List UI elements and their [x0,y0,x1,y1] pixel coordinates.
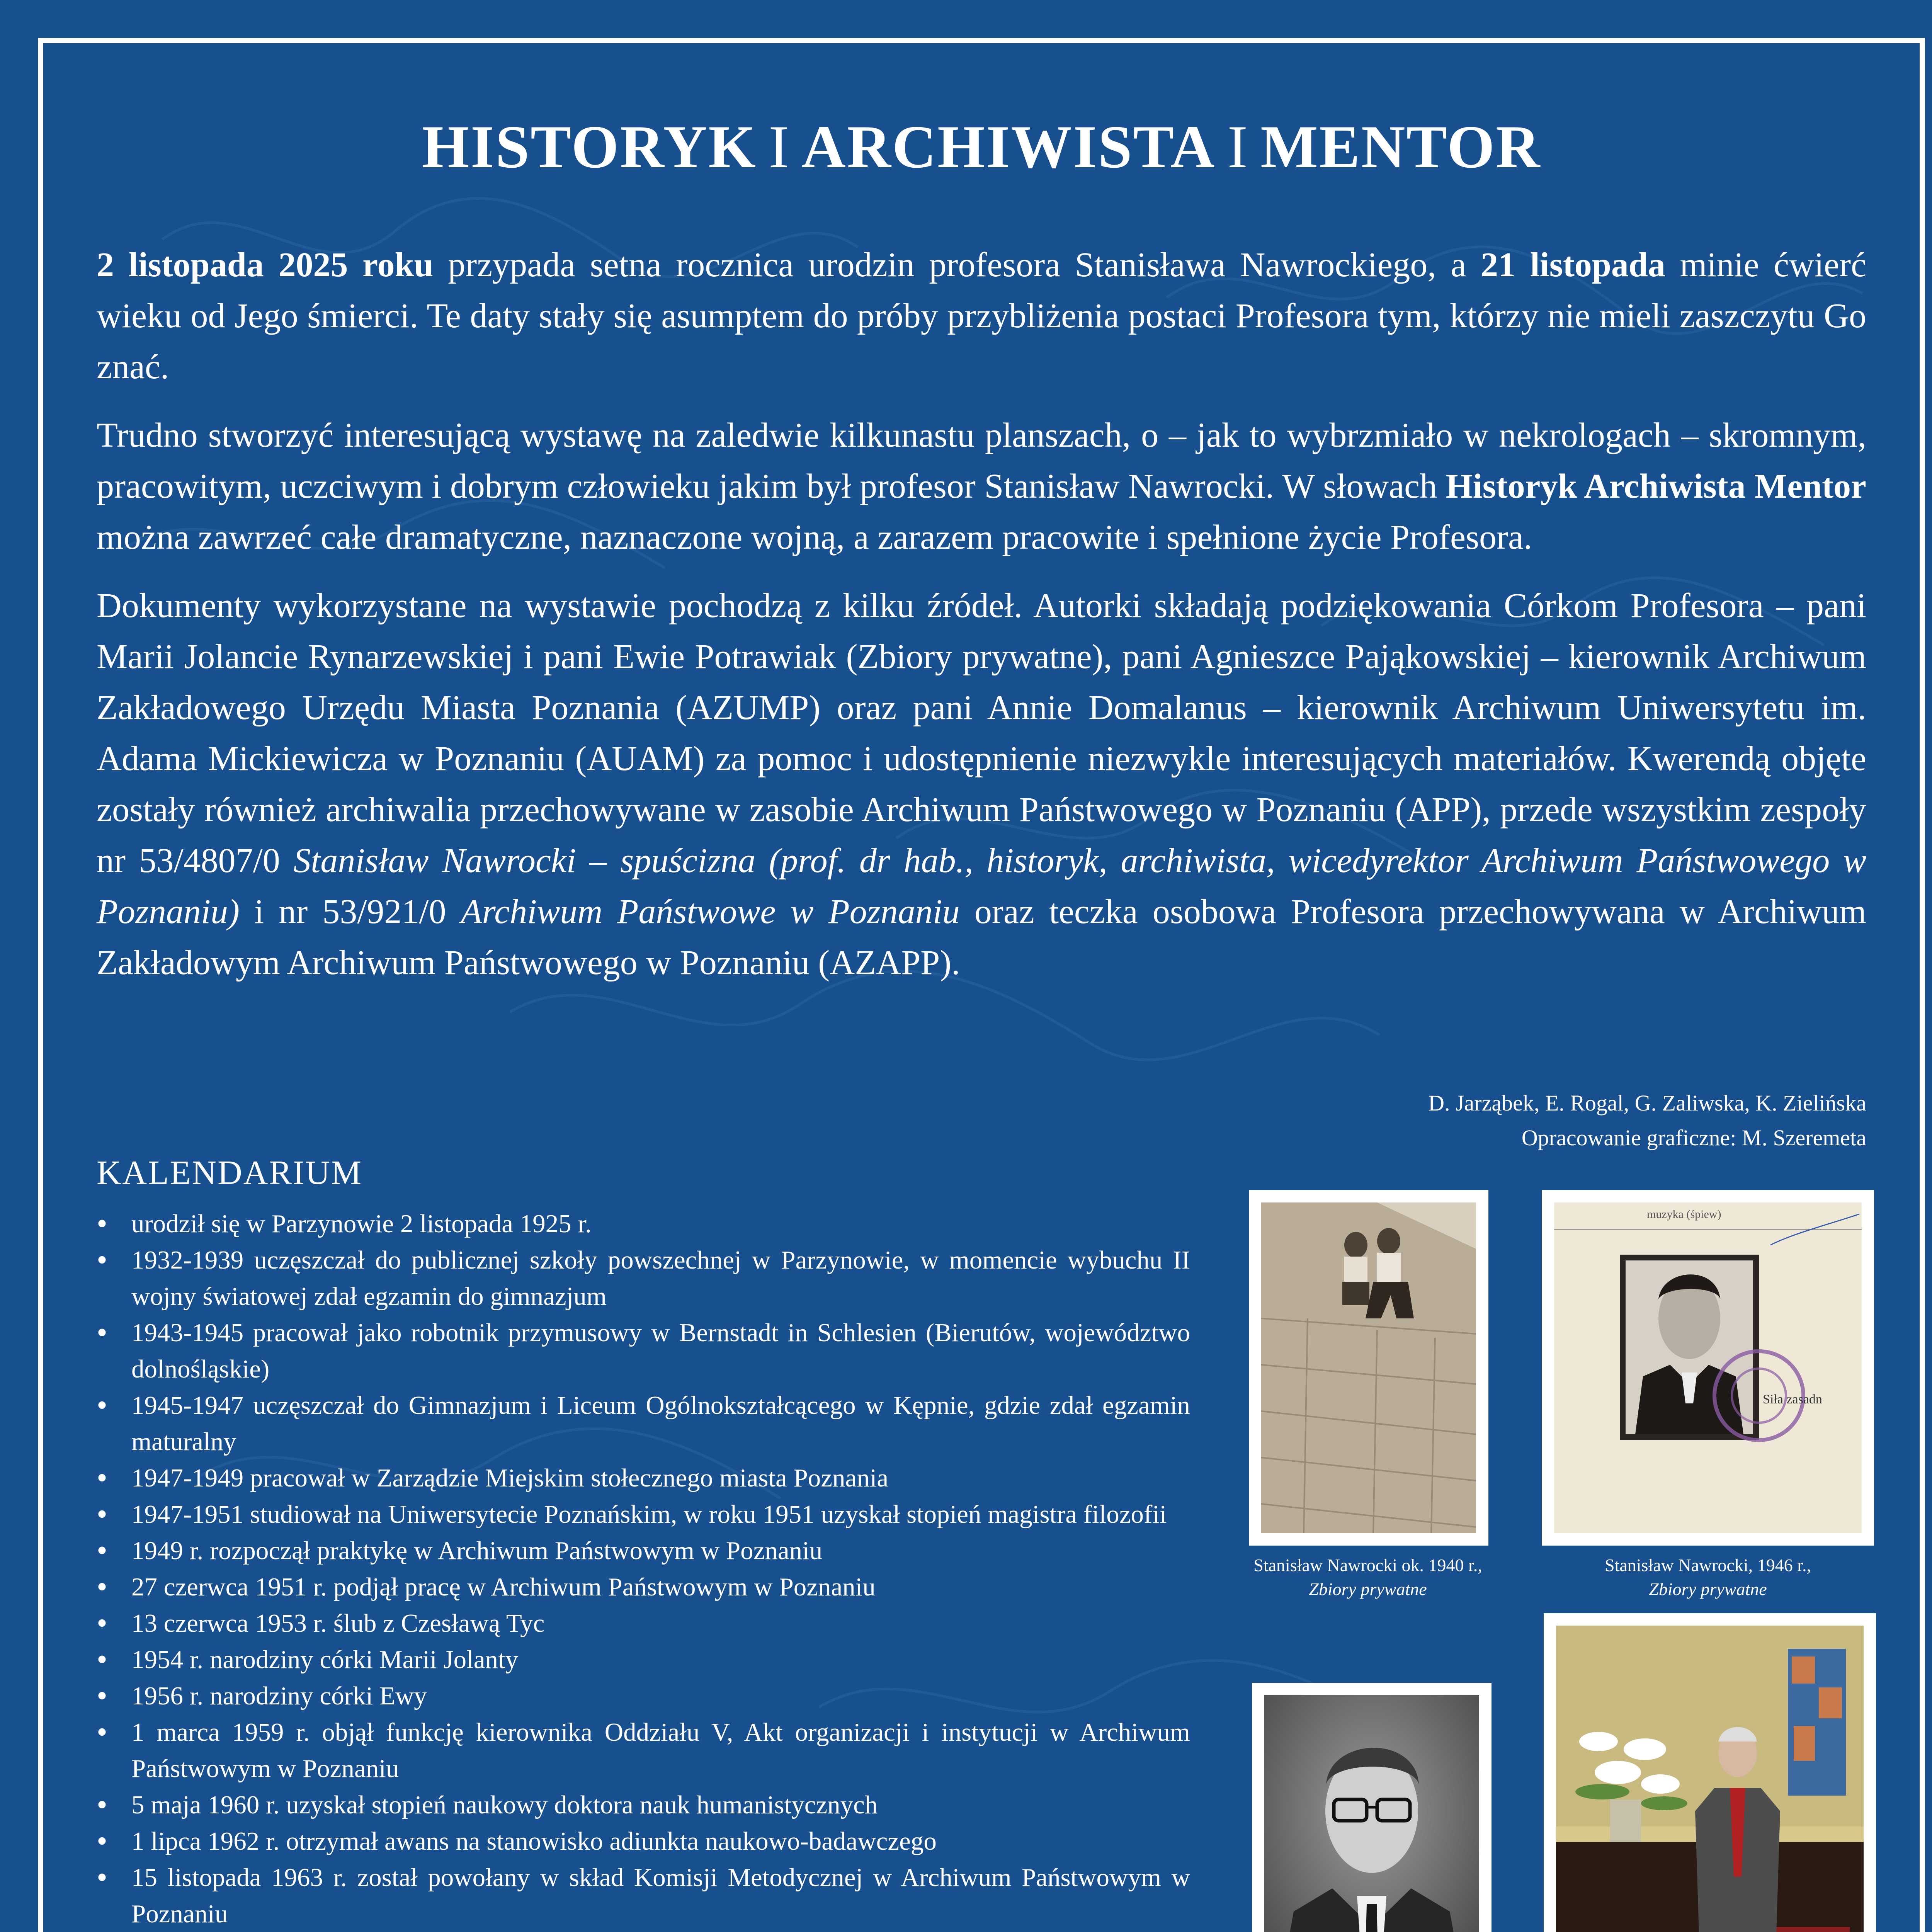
photo-image [1261,1202,1476,1533]
title-word-2: ARCHIWISTA [801,113,1216,181]
kalendarium-item: • 1 marca 1959 r. objął funkcję kierownika Oddziału V, Akt organizacji i instytucji w Archiwum Państwowym w Poznaniu [97,1714,1190,1787]
photo-image [1556,1626,1864,1932]
intro-text [97,240,1866,1006]
poster-title [0,112,1932,182]
title-separator: I [769,113,790,181]
intro-date-1: 2 listopada 2025 roku [97,246,434,284]
title-separator: I [1227,113,1249,181]
photo-caption-1 [1233,1553,1503,1601]
intro-paragraph-2 [97,410,1866,563]
intro-text-span: Trudno stworzyć interesującą wystawę na zaledwie kilkunastu planszach, o – jak to wybrzmiało w nekrologach – skromnym, pracowitym, uczciwym i dobrym człowieku jakim był profesor Stanisław Nawrocki. W słowach [97,416,1866,505]
kalendarium-heading: KALENDARIUM [97,1154,363,1192]
caption-source: Zbiory prywatne [1309,1579,1427,1599]
kalendarium-item: • 1947-1951 studiował na Uniwersytecie Poznańskim, w roku 1951 uzyskał stopień magistra filozofii [97,1496,1190,1532]
caption-line: Stanisław Nawrocki ok. 1940 r., [1253,1555,1482,1575]
photo-1995-office [1544,1613,1876,1932]
stamp-text: Siła zasadn [1763,1392,1822,1406]
kalendarium-item: • 1932-1939 uczęszczał do publicznej szkoły powszechnej w Parzynowie, w momencie wybuchu II wojny światowej zdał egzamin do gimnazjum [97,1242,1190,1315]
credits-authors: D. Jarząbek, E. Rogal, G. Zaliwska, K. Zielińska [1428,1090,1866,1116]
kalendarium-item: • 1 lipca 1962 r. otrzymał awans na stanowisko adiunkta naukowo-badawczego [97,1823,1190,1859]
photo-1946-document-portrait [1542,1190,1874,1546]
intro-text-span: można zawrzeć całe dramatyczne, naznaczone wojną, a zarazem pracowite i spełnione życie Profesora. [97,518,1532,556]
intro-text-span: i nr 53/921/0 [239,893,461,931]
kalendarium-item: • 1945-1947 uczęszczał do Gimnazjum i Liceum Ogólnokształcącego w Kępnie, gdzie zdał egzamin maturalny [97,1387,1190,1460]
intro-italic-phrase: Stanisław Nawrocki – spuścizna (prof. dr hab., historyk, archiwista, wicedyrektor Archiwum Państwowego w Poznaniu) [97,842,1866,931]
kalendarium-item: • 5 maja 1960 r. uzyskał stopień naukowy doktora nauk humanistycznych [97,1787,1190,1823]
kalendarium-item: • 15 listopada 1963 r. został powołany w skład Komisji Metodycznej w Archiwum Państwowym w Poznaniu [97,1859,1190,1932]
title-word-3: MENTOR [1260,113,1541,181]
intro-text-span: Dokumenty wykorzystane na wystawie pochodzą z kilku źródeł. Autorki składają podziękowania Córkom Profesora – pani Marii Jolancie Rynarzewskiej i pani Ewie Potrawiak (Zbiory prywatne), pani Agnieszce Pająkowskiej – kierownik Archiwum Zakładowego Urzędu Miasta Poznania (AZUMP) oraz pani Annie Domalanus – kierownik Archiwum Uniwersytetu im. Adama Mickiewicza w Poznaniu (AUAM) za pomoc i udostępnienie niezwykle interesujących materiałów. Kwerendą objęte zostały również archiwalia przechowywane w zasobie Archiwum Państwowego w Poznaniu (APP), przede wszystkim zespoły nr 53/4807/0 [97,587,1866,880]
kalendarium-item: • 1943-1945 pracował jako robotnik przymusowy w Bernstadt in Schlesien (Bierutów, województwo dolnośląskie) [97,1315,1190,1387]
photo-1940-boys-on-wall [1249,1190,1488,1546]
kalendarium-list [97,1206,1190,1932]
intro-italic-phrase: Archiwum Państwowe w Poznaniu [461,893,960,931]
kalendarium-item: • 1949 r. rozpoczął praktykę w Archiwum Państwowym w Poznaniu [97,1532,1190,1569]
intro-bold-phrase: Historyk Archiwista Mentor [1446,467,1867,505]
intro-text-span: przypada setna rocznica urodzin profesora Stanisława Nawrockiego, a [433,246,1481,284]
intro-paragraph-3 [97,580,1866,988]
photo-1970s-portrait [1252,1683,1492,1932]
kalendarium-item: • 1956 r. narodziny córki Ewy [97,1678,1190,1714]
intro-text-span: minie ćwierć wieku od Jego śmierci. Te daty stały się asumptem do próby przybliżenia postaci Profesora tym, którzy nie mieli zaszczytu Go znać. [97,246,1866,386]
title-word-1: HISTORYK [422,113,757,181]
photo-image [1554,1202,1862,1533]
photo-caption-2 [1542,1553,1874,1601]
credits-graphics: Opracowanie graficzne: M. Szeremeta [1521,1125,1866,1150]
kalendarium-item: • 13 czerwca 1953 r. ślub z Czesławą Tyc [97,1605,1190,1641]
intro-paragraph-1 [97,240,1866,393]
caption-line: Stanisław Nawrocki, 1946 r., [1604,1555,1811,1575]
document-handwritten-text: muzyka (śpiew) [1647,1208,1721,1221]
kalendarium-item: • 27 czerwca 1951 r. podjął pracę w Archiwum Państwowym w Poznaniu [97,1569,1190,1605]
kalendarium-item: • 1954 r. narodziny córki Marii Jolanty [97,1641,1190,1678]
credits [1428,1086,1866,1155]
caption-source: Zbiory prywatne [1649,1579,1767,1599]
intro-text-span: oraz teczka osobowa Profesora przechowywana w Archiwum Zakładowym Archiwum Państwowego w Poznaniu (AZAPP). [97,893,1866,982]
intro-date-2: 21 listopada [1481,246,1665,284]
photo-image [1264,1695,1479,1932]
kalendarium-item: • urodził się w Parzynowie 2 listopada 1925 r. [97,1206,1190,1242]
kalendarium-item: • 1947-1949 pracował w Zarządzie Miejskim stołecznego miasta Poznania [97,1460,1190,1496]
